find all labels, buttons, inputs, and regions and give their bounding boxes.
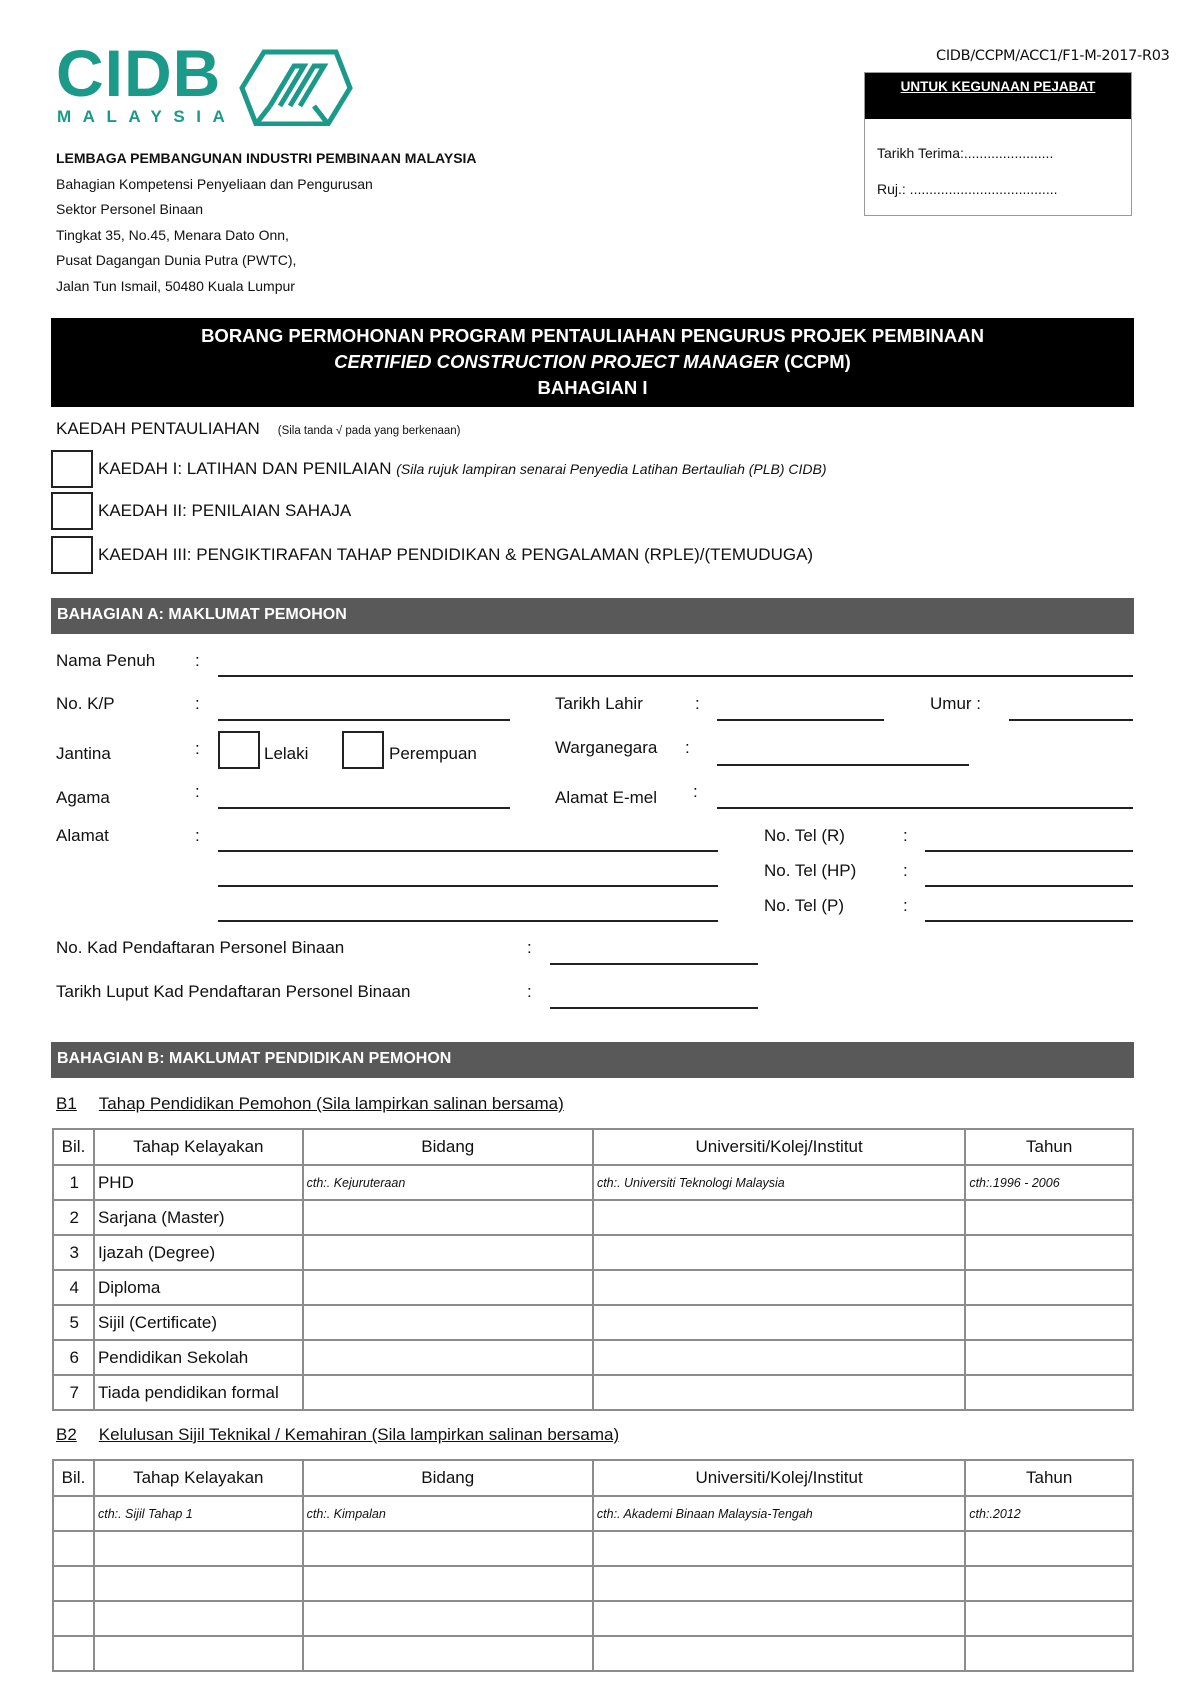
citizenship-input[interactable] <box>717 764 969 766</box>
column-header: Universiti/Kolej/Institut <box>593 1460 965 1496</box>
table-row <box>53 1496 1133 1531</box>
field-cell[interactable] <box>303 1566 593 1601</box>
field-cell[interactable] <box>303 1601 593 1636</box>
institution-cell[interactable]: cth:. Universiti Teknologi Malaysia <box>593 1165 965 1200</box>
year-cell[interactable] <box>965 1235 1133 1270</box>
agency-line: Jalan Tun Ismail, 50480 Kuala Lumpur <box>56 277 295 294</box>
year-cell[interactable]: cth:.1996 - 2006 <box>965 1165 1133 1200</box>
svg-text:CIDB: CIDB <box>56 40 222 110</box>
field-cell[interactable]: cth:. Kimpalan <box>303 1496 593 1531</box>
address-line-1[interactable] <box>218 850 718 852</box>
field-cell[interactable] <box>303 1636 593 1671</box>
year-cell[interactable] <box>965 1305 1133 1340</box>
religion-input[interactable] <box>218 807 510 809</box>
field-cell[interactable] <box>303 1235 593 1270</box>
field-cell[interactable] <box>303 1270 593 1305</box>
field-cell[interactable]: cth:. Kejuruteraan <box>303 1165 593 1200</box>
colon: : <box>195 782 200 801</box>
year-cell[interactable]: cth:.2012 <box>965 1496 1133 1531</box>
svg-text:MALAYSIA: MALAYSIA <box>57 107 237 126</box>
section-b-header: BAHAGIAN B: MAKLUMAT PENDIDIKAN PEMOHON <box>51 1042 1134 1078</box>
table-row <box>53 1200 1133 1235</box>
tel-office-input[interactable] <box>925 920 1133 922</box>
row-number: 2 <box>53 1200 94 1235</box>
colon: : <box>693 782 698 801</box>
institution-cell[interactable] <box>593 1235 965 1270</box>
dob-label: Tarikh Lahir <box>555 694 643 713</box>
kaedah-1-checkbox[interactable] <box>51 450 93 488</box>
row-number <box>53 1601 94 1636</box>
column-header: Tahap Kelayakan <box>94 1460 303 1496</box>
column-header: Tahun <box>965 1129 1133 1165</box>
kaedah-note: (Sila tanda √ pada yang berkenaan) <box>277 425 461 437</box>
row-number: 6 <box>53 1340 94 1375</box>
colon: : <box>903 826 908 845</box>
qualification-cell: PHD <box>94 1165 303 1200</box>
colon: : <box>903 896 908 915</box>
male-checkbox[interactable] <box>218 731 260 769</box>
address-line-3[interactable] <box>218 920 718 922</box>
qualification-cell: Sarjana (Master) <box>94 1200 303 1235</box>
tel-home-label: No. Tel (R) <box>764 826 845 845</box>
dob-input[interactable] <box>717 719 884 721</box>
agency-line: Sektor Personel Binaan <box>56 201 204 217</box>
qualification-cell: Pendidikan Sekolah <box>94 1340 303 1375</box>
female-label: Perempuan <box>389 744 477 763</box>
kaedah-1-label: KAEDAH I: LATIHAN DAN PENILAIAN (Sila rujuk lampiran senarai Penyedia Latihan Bertauliah (PLB) CIDB) <box>98 459 827 478</box>
education-table <box>52 1128 1134 1411</box>
field-cell[interactable] <box>303 1375 593 1410</box>
institution-cell[interactable] <box>593 1305 965 1340</box>
institution-cell[interactable] <box>593 1200 965 1235</box>
table-row <box>53 1636 1133 1671</box>
row-number: 3 <box>53 1235 94 1270</box>
religion-label: Agama <box>56 788 110 807</box>
card-expiry-label: Tarikh Luput Kad Pendaftaran Personel Binaan <box>56 982 411 1001</box>
age-input[interactable] <box>1009 719 1133 721</box>
column-header: Universiti/Kolej/Institut <box>593 1129 965 1165</box>
row-number <box>53 1496 94 1531</box>
table-row <box>53 1235 1133 1270</box>
institution-cell[interactable]: cth:. Akademi Binaan Malaysia-Tengah <box>593 1496 965 1531</box>
registration-card-label: No. Kad Pendaftaran Personel Binaan <box>56 938 345 957</box>
table-row <box>53 1566 1133 1601</box>
column-header: Tahun <box>965 1460 1133 1496</box>
section-a-header: BAHAGIAN A: MAKLUMAT PEMOHON <box>51 598 1134 634</box>
qualification-cell: Diploma <box>94 1270 303 1305</box>
qualification-cell: Tiada pendidikan formal <box>94 1375 303 1410</box>
qualification-cell[interactable] <box>94 1601 303 1636</box>
institution-cell[interactable] <box>593 1531 965 1566</box>
form-title: BORANG PERMOHONAN PROGRAM PENTAULIAHAN PENGURUS PROJEK PEMBINAAN <box>201 325 984 346</box>
colon: : <box>527 982 532 1001</box>
table-row <box>53 1305 1133 1340</box>
year-cell[interactable] <box>965 1200 1133 1235</box>
column-header: Tahap Kelayakan <box>94 1129 303 1165</box>
cidb-logo <box>56 40 356 126</box>
year-cell[interactable] <box>965 1340 1133 1375</box>
tel-mobile-label: No. Tel (HP) <box>764 861 857 880</box>
address-label: Alamat <box>56 826 109 845</box>
colon: : <box>195 739 200 758</box>
agency-name: LEMBAGA PEMBANGUNAN INDUSTRI PEMBINAAN MALAYSIA <box>56 150 477 166</box>
address-line-2[interactable] <box>218 885 718 887</box>
email-label: Alamat E-mel <box>555 788 658 807</box>
kaedah-heading: KAEDAH PENTAULIAHAN (Sila tanda √ pada yang berkenaan) <box>56 419 461 438</box>
colon: : <box>685 738 690 757</box>
technical-certificate-table <box>52 1459 1134 1672</box>
office-use-title: UNTUK KEGUNAAN PEJABAT <box>865 73 1131 119</box>
agency-address-block <box>56 146 477 299</box>
full-name-input[interactable] <box>218 675 1133 677</box>
male-label: Lelaki <box>264 744 309 763</box>
field-cell[interactable] <box>303 1305 593 1340</box>
field-cell[interactable] <box>303 1340 593 1375</box>
column-header: Bil. <box>53 1460 94 1496</box>
registration-card-input[interactable] <box>550 963 758 965</box>
tel-mobile-input[interactable] <box>925 885 1133 887</box>
agency-line: Bahagian Kompetensi Penyeliaan dan Pengurusan <box>56 175 373 192</box>
field-cell[interactable] <box>303 1531 593 1566</box>
kaedah-2-label: KAEDAH II: PENILAIAN SAHAJA <box>98 501 352 520</box>
field-cell[interactable] <box>303 1200 593 1235</box>
institution-cell[interactable] <box>593 1566 965 1601</box>
year-cell[interactable] <box>965 1601 1133 1636</box>
row-number <box>53 1636 94 1671</box>
kaedah-3-checkbox[interactable] <box>51 536 93 574</box>
row-number <box>53 1566 94 1601</box>
tel-office-label: No. Tel (P) <box>764 896 844 915</box>
row-number: 4 <box>53 1270 94 1305</box>
table-row <box>53 1270 1133 1305</box>
colon: : <box>195 694 200 713</box>
table-row <box>53 1375 1133 1410</box>
colon: : <box>195 651 200 670</box>
reference-field[interactable]: Ruj.: ...................................... <box>877 181 1058 197</box>
year-cell[interactable] <box>965 1531 1133 1566</box>
year-cell[interactable] <box>965 1375 1133 1410</box>
tel-home-input[interactable] <box>925 850 1133 852</box>
institution-cell[interactable] <box>593 1270 965 1305</box>
institution-cell[interactable] <box>593 1340 965 1375</box>
table-row <box>53 1531 1133 1566</box>
form-part: BAHAGIAN I <box>537 377 648 398</box>
year-cell[interactable] <box>965 1566 1133 1601</box>
qualification-cell: Ijazah (Degree) <box>94 1235 303 1270</box>
form-subtitle: CERTIFIED CONSTRUCTION PROJECT MANAGER (CCPM) <box>334 351 851 372</box>
institution-cell[interactable] <box>593 1636 965 1671</box>
colon: : <box>903 861 908 880</box>
ic-number-label: No. K/P <box>56 694 115 713</box>
row-number: 7 <box>53 1375 94 1410</box>
institution-cell[interactable] <box>593 1601 965 1636</box>
full-name-label: Nama Penuh <box>56 651 156 670</box>
email-input[interactable] <box>717 807 1133 809</box>
agency-line: Pusat Dagangan Dunia Putra (PWTC), <box>56 252 297 268</box>
row-number: 1 <box>53 1165 94 1200</box>
colon: : <box>527 938 532 957</box>
citizenship-label: Warganegara <box>555 738 658 757</box>
qualification-cell[interactable] <box>94 1566 303 1601</box>
row-number: 5 <box>53 1305 94 1340</box>
kaedah-2-checkbox[interactable] <box>51 492 93 530</box>
qualification-cell[interactable] <box>94 1531 303 1566</box>
colon: : <box>195 826 200 845</box>
colon: : <box>695 694 700 713</box>
kaedah-3-label: KAEDAH III: PENGIKTIRAFAN TAHAP PENDIDIKAN & PENGALAMAN (RPLE)/(TEMUDUGA) <box>98 545 814 564</box>
age-label: Umur : <box>930 694 981 713</box>
form-title-banner <box>51 318 1134 407</box>
b2-heading: B2 Kelulusan Sijil Teknikal / Kemahiran (Sila lampirkan salinan bersama) <box>56 1425 620 1444</box>
row-number <box>53 1531 94 1566</box>
received-date-field[interactable]: Tarikh Terima:....................... <box>877 145 1054 161</box>
institution-cell[interactable] <box>593 1375 965 1410</box>
agency-line: Tingkat 35, No.45, Menara Dato Onn, <box>56 226 289 243</box>
year-cell[interactable] <box>965 1636 1133 1671</box>
female-checkbox[interactable] <box>342 731 384 769</box>
table-row <box>53 1165 1133 1200</box>
column-header: Bidang <box>303 1460 593 1496</box>
office-use-box <box>864 72 1132 216</box>
year-cell[interactable] <box>965 1270 1133 1305</box>
table-header-row <box>53 1129 1133 1165</box>
qualification-cell[interactable] <box>94 1636 303 1671</box>
card-expiry-input[interactable] <box>550 1007 758 1009</box>
column-header: Bidang <box>303 1129 593 1165</box>
table-header-row <box>53 1460 1133 1496</box>
gender-label: Jantina <box>56 744 111 763</box>
form-reference-code: CIDB/CCPM/ACC1/F1-M-2017-R03 <box>936 48 1170 64</box>
ic-number-input[interactable] <box>218 719 510 721</box>
column-header: Bil. <box>53 1129 94 1165</box>
table-row <box>53 1601 1133 1636</box>
qualification-cell[interactable]: cth:. Sijil Tahap 1 <box>94 1496 303 1531</box>
table-row <box>53 1340 1133 1375</box>
b1-heading: B1 Tahap Pendidikan Pemohon (Sila lampirkan salinan bersama) <box>56 1094 564 1113</box>
qualification-cell: Sijil (Certificate) <box>94 1305 303 1340</box>
